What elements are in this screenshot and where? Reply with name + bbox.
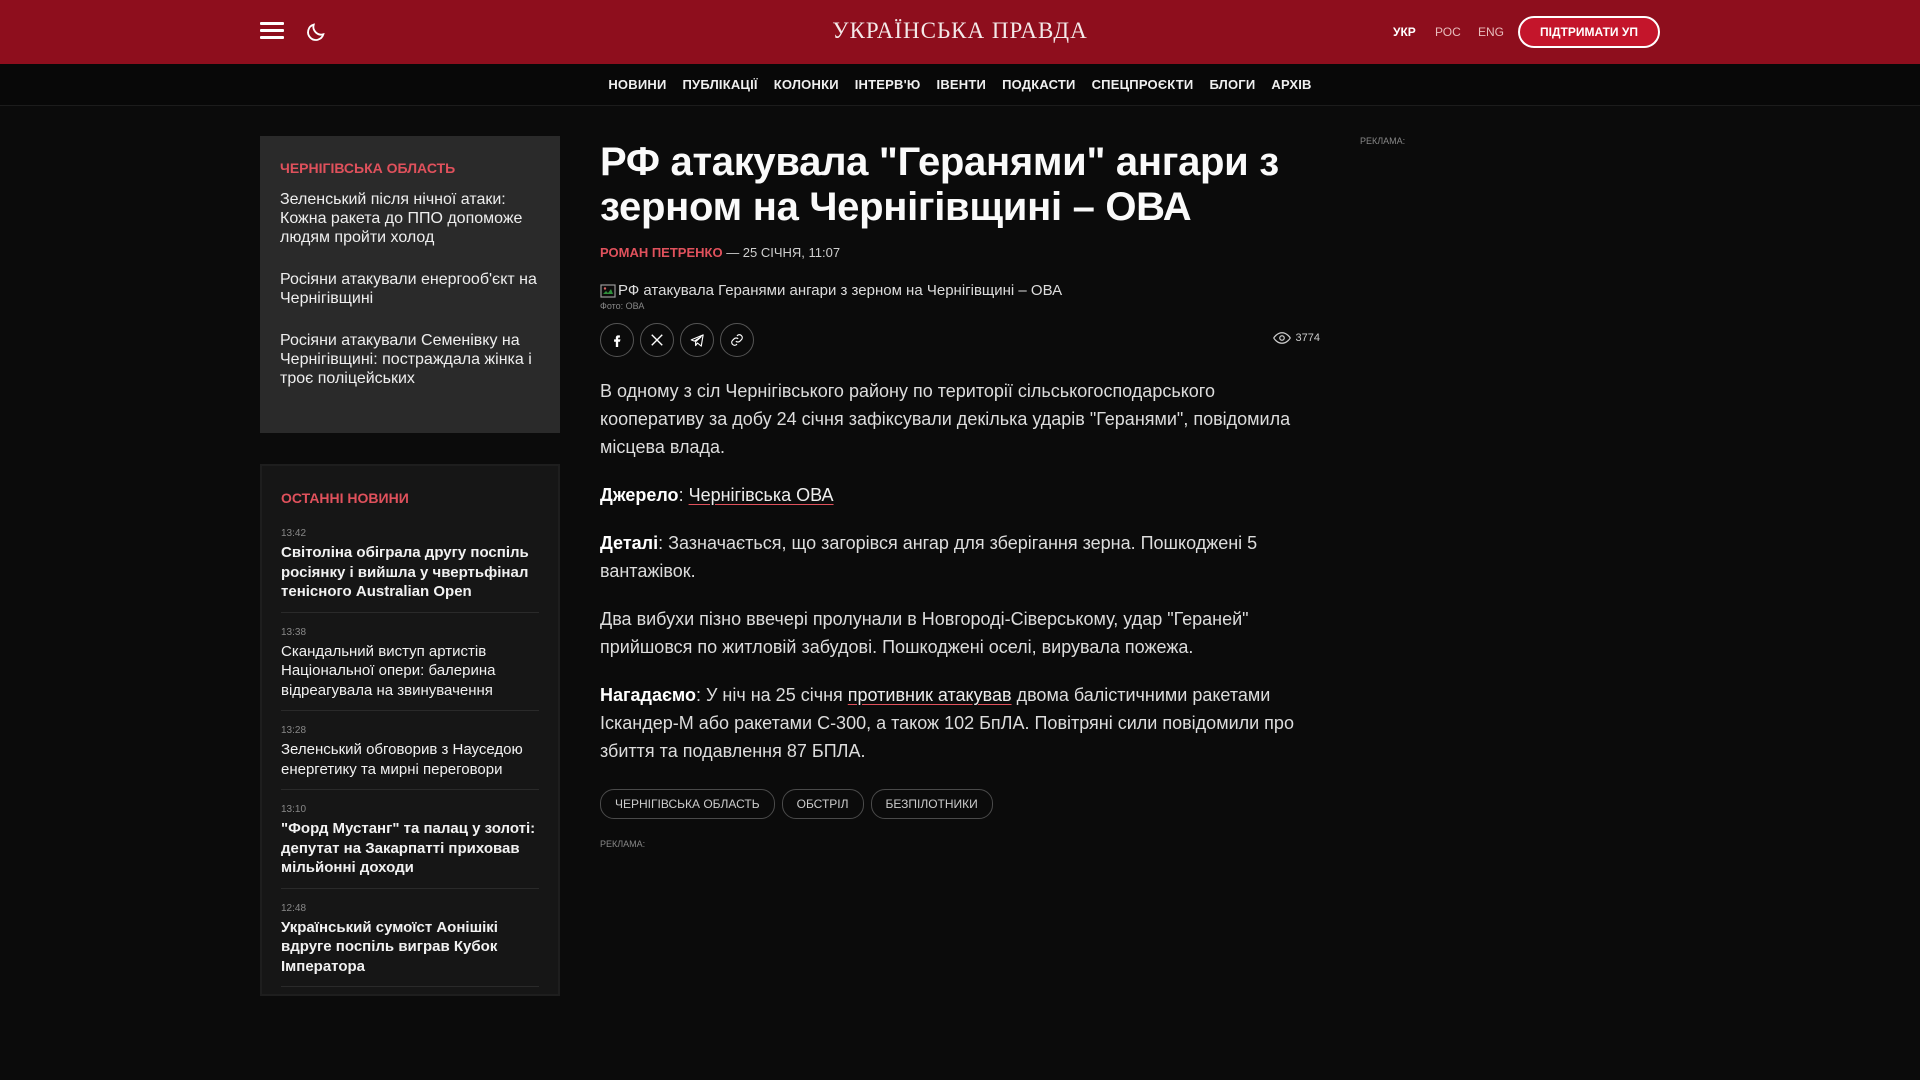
region-news-item[interactable]: Росіяни атакували Семенівку на Чернігівщині: постраждала жінка і троє поліцейських [280, 332, 532, 387]
reminder-link[interactable]: противник атакував [847, 685, 1012, 705]
latest-news-item[interactable] [281, 528, 539, 613]
x-icon [650, 333, 664, 347]
nav-specprojects[interactable]: СПЕЦПРОЄКТИ [1091, 77, 1194, 92]
nav-events[interactable]: ІВЕНТИ [936, 77, 987, 92]
news-headline[interactable]: Зеленський обговорив з Науседою енергетику та мирні переговори [281, 741, 523, 778]
news-headline[interactable]: Світоліна обіграла другу поспіль росіянку і вийшла у чвертьфінал тенісного Australian Open [281, 544, 529, 600]
source-sep: : [678, 485, 689, 505]
telegram-icon [690, 333, 705, 348]
lang-eng[interactable]: ENG [1478, 25, 1505, 39]
nav-podcasts[interactable]: ПОДКАСТИ [1002, 77, 1076, 92]
ad-label: РЕКЛАМА: [600, 839, 646, 849]
view-counter [1273, 332, 1320, 344]
source-link[interactable]: Чернігівська ОВА [688, 485, 834, 505]
reminder-text-b: двома балістичними ракетами Іскандер-М або ракетами С-300, а також 102 БпЛА. Повітряні сили повідомили про збиття та подавлення 87 БПЛА. [600, 685, 1294, 761]
nav-publications[interactable]: ПУБЛІКАЦІЇ [682, 77, 758, 92]
broken-image-icon [600, 283, 616, 299]
share-telegram-button[interactable] [680, 323, 714, 357]
region-news-box [260, 136, 560, 433]
nav-news[interactable]: НОВИНИ [608, 77, 667, 92]
news-time: 13:38 [281, 626, 307, 638]
news-headline[interactable]: Скандальний виступ артистів Національної опери: балерина відреагувала на звинувачення [281, 642, 496, 699]
nav-interviews[interactable]: ІНТЕРВ'Ю [854, 77, 921, 92]
facebook-icon [610, 333, 624, 347]
link-icon [730, 333, 744, 347]
reminder-text-a: : У ніч на 25 січня [695, 685, 848, 705]
article-paragraph: Два вибухи пізно ввечері пролунали в Новгороді-Сіверському, удар "Гераней" прийшовся по житловій забудові. Пошкоджені оселі, вирувала пожежа. [600, 609, 1249, 657]
latest-news-title[interactable]: ОСТАННІ НОВИНИ [281, 490, 409, 506]
details-label: Деталі [600, 533, 659, 553]
tag-shelling[interactable]: ОБСТРІЛ [782, 789, 864, 819]
views-count: 3774 [1295, 332, 1320, 344]
share-facebook-button[interactable] [600, 323, 634, 357]
news-headline[interactable]: "Форд Мустанг" та палац у золоті: депутат на Закарпатті приховав мільйонні доходи [281, 820, 536, 876]
article-author[interactable]: РОМАН ПЕТРЕНКО [600, 245, 723, 260]
news-time: 13:10 [281, 804, 307, 815]
article-paragraph [600, 481, 1320, 509]
support-button[interactable]: ПІДТРИМАТИ УП [1518, 16, 1660, 48]
copy-link-button[interactable] [720, 323, 754, 357]
article-tags [600, 789, 1320, 819]
nav-archive[interactable]: АРХІВ [1271, 77, 1312, 92]
article [600, 140, 1320, 849]
main-nav [0, 64, 1920, 106]
region-news-item[interactable]: Росіяни атакували енергооб'єкт на Чернігівщині [280, 271, 537, 307]
article-photo [600, 282, 1320, 299]
tag-drones[interactable]: БЕЗПІЛОТНИКИ [871, 789, 993, 819]
latest-news-item[interactable] [281, 627, 539, 712]
photo-alt-text: РФ атакувала Геранями ангари з зерном на Чернігівщині – ОВА [618, 282, 1063, 299]
nav-columns[interactable]: КОЛОНКИ [773, 77, 839, 92]
share-x-button[interactable] [640, 323, 674, 357]
lang-ukr[interactable]: УКР [1393, 25, 1416, 39]
top-header [0, 0, 1920, 64]
lang-ros[interactable]: РОС [1435, 25, 1461, 39]
latest-news-box [260, 464, 560, 996]
news-time: 13:42 [281, 528, 307, 539]
reminder-label: Нагадаємо [600, 685, 696, 705]
article-title: РФ атакувала "Геранями" ангари з зерном на Чернігівщині – ОВА [600, 140, 1279, 229]
article-byline [600, 245, 1320, 260]
eye-icon [1273, 332, 1291, 344]
news-time: 13:28 [281, 725, 307, 736]
region-news-item[interactable]: Зеленський після нічної атаки: Кожна ракета до ППО допоможе людям пройти холод [280, 191, 523, 246]
source-label: Джерело [600, 485, 679, 505]
article-paragraph: В одному з сіл Чернігівського району по території сільськогосподарського кооперативу за добу 24 січня зафіксували декілька ударів "Геранями", повідомила місцева влада. [600, 381, 1291, 457]
site-logo[interactable]: УКРАЇНСЬКА ПРАВДА [832, 18, 1088, 43]
region-title[interactable]: ЧЕРНІГІВСЬКА ОБЛАСТЬ [280, 160, 456, 176]
nav-blogs[interactable]: БЛОГИ [1209, 77, 1256, 92]
article-date: — 25 СІЧНЯ, 11:07 [726, 245, 841, 260]
photo-credit: Фото: ОВА [600, 301, 645, 311]
details-text: : Зазначається, що загорівся ангар для зберігання зерна. Пошкоджені 5 вантажівок. [600, 533, 1258, 581]
tag-chernihiv-region[interactable]: ЧЕРНІГІВСЬКА ОБЛАСТЬ [600, 789, 775, 819]
latest-news-item[interactable] [281, 725, 539, 790]
share-row [600, 323, 1320, 357]
latest-news-item[interactable] [281, 903, 539, 988]
latest-news-item[interactable] [281, 804, 539, 889]
article-paragraph [600, 529, 1320, 585]
ad-label-right: РЕКЛАМА: [1360, 136, 1406, 146]
news-headline[interactable]: Український сумоїст Аонішікі вдруге поспіль виграв Кубок Імператора [281, 918, 498, 975]
article-paragraph [600, 681, 1320, 765]
news-time: 12:48 [281, 902, 307, 914]
